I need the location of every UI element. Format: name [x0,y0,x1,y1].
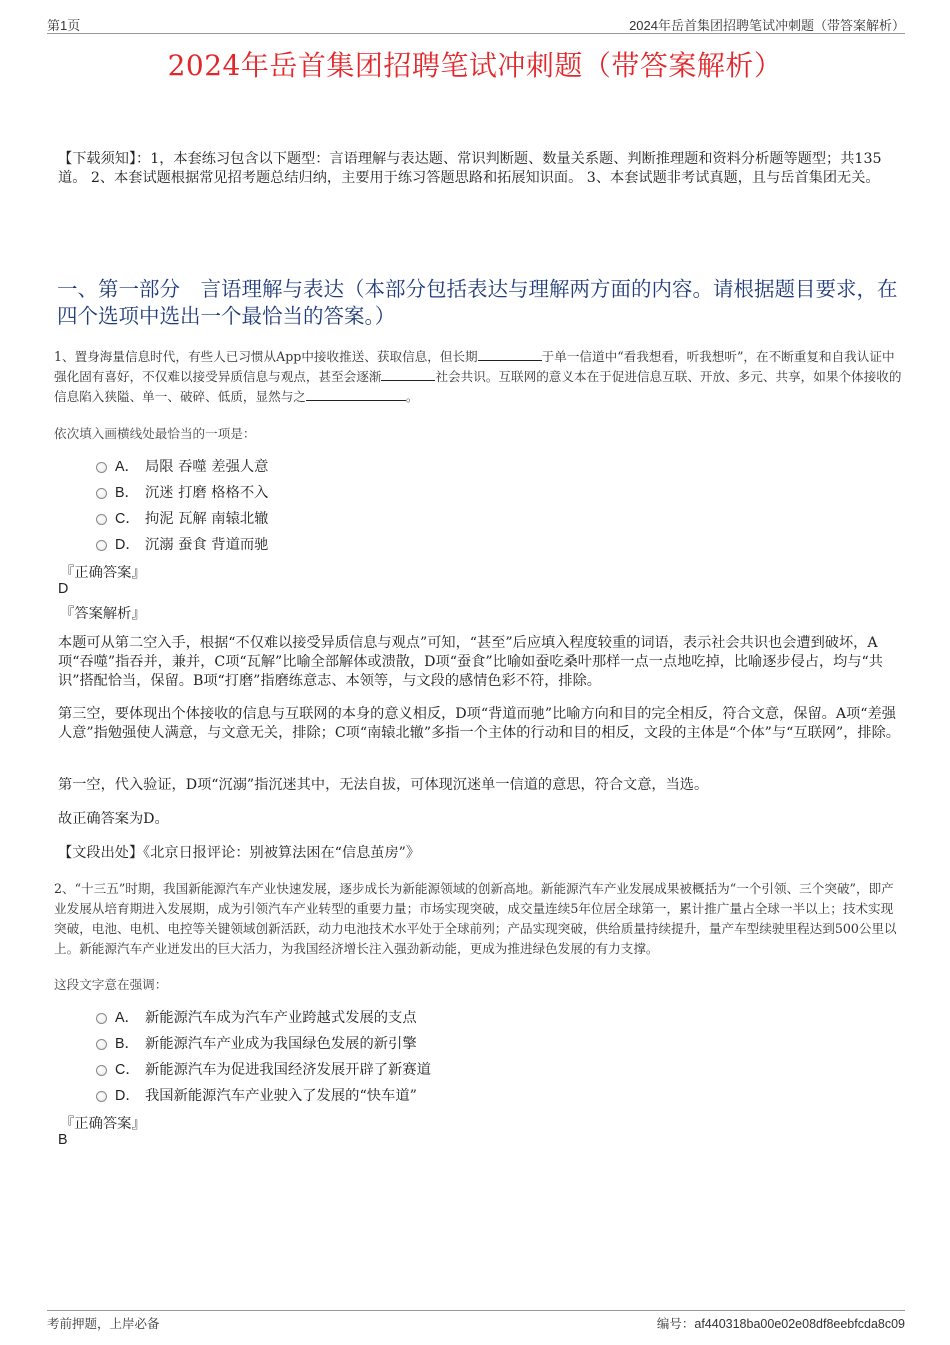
question-2-option-b[interactable] [96,1030,696,1056]
question-2-options [96,1004,696,1108]
option-text: 新能源汽车为促进我国经济发展开辟了新赛道 [145,1062,431,1078]
footer-slogan: 考前押题，上岸必备 [47,1316,160,1331]
footer-code-value: af440318ba00e02e08df8eebfcda8c09 [694,1317,905,1331]
option-text: 局限 吞噬 差强人意 [145,459,269,475]
question-2-option-d[interactable] [96,1082,696,1108]
page-header [47,14,905,34]
analysis-paragraph-3: 第一空，代入验证，D项“沉溺”指沉迷其中，无法自拔，可体现沉迷单一信道的意思，符合文意，当选。 [58,777,709,793]
radio-icon[interactable] [96,1091,107,1102]
section-heading: 一、第一部分 言语理解与表达（本部分包括表达与理解两方面的内容。请根据题目要求，在四个选项中选出一个最恰当的答案。） [57,277,898,328]
blank-1 [478,348,542,361]
question-1-answer: D [58,581,69,597]
option-letter: C． [115,511,140,527]
question-2-option-a[interactable] [96,1004,696,1030]
question-1-option-c[interactable] [96,505,696,531]
analysis-paragraph-2: 第三空，要体现出个体接收的信息与互联网的本身的意义相反，D项“背道而驰”比喻方向和目的完全相反，符合文意，保留。A项“差强人意”指勉强使人满意，与文意无关，排除；C项“南辕北辙”多指一个主体的行动和目的相反，文段的主体是“个体”与“互联网”，排除。 [58,706,900,741]
radio-icon[interactable] [96,1065,107,1076]
option-text: 我国新能源汽车产业驶入了发展的“快车道” [145,1088,417,1104]
page-number: 第1页 [47,18,81,33]
blank-2 [381,368,435,381]
option-text: 新能源汽车产业成为我国绿色发展的新引擎 [145,1036,417,1052]
radio-icon[interactable] [96,514,107,525]
question-1-stem-part-1: 1、置身海量信息时代，有些人已习惯从App中接收推送、获取信息，但长期 [54,349,478,364]
option-letter: D． [115,1088,140,1104]
option-text: 沉迷 打磨 格格不入 [145,485,269,501]
question-1-prompt: 依次填入画横线处最恰当的一项是： [54,426,256,441]
analysis-source: 【文段出处】《北京日报评论：别被算法困在“信息茧房”》 [58,845,421,861]
question-1-analysis-label: 『答案解析』 [60,606,146,622]
option-text: 新能源汽车成为汽车产业跨越式发展的支点 [145,1010,417,1026]
footer-divider [47,1310,905,1311]
option-letter: B． [115,1036,139,1052]
question-1-options [96,453,696,557]
radio-icon[interactable] [96,1039,107,1050]
option-text: 沉溺 蚕食 背道而驰 [145,537,269,553]
download-notice: 【下载须知】：1，本套练习包含以下题型：言语理解与表达题、常识判断题、数量关系题、判断推理题和资料分析题等题型；共135道。 2、本套试题根据常见招考题总结归纳，主要用于练习答题思路和拓展知识面。 3、本套试题非考试真题，且与岳首集团无关。 [58,151,882,186]
footer-code-label: 编号： [656,1316,695,1331]
question-2-prompt: 这段文字意在强调： [54,977,168,992]
question-1-option-a[interactable] [96,453,696,479]
question-2-answer-label: 『正确答案』 [60,1116,146,1132]
question-2-stem: 2、“十三五”时期，我国新能源汽车产业快速发展，逐步成长为新能源领域的创新高地。新能源汽车产业发展成果被概括为“一个引领、三个突破”，即产业发展从培育期进入发展期，成为引领汽车产业转型的重要力量；市场实现突破，成交量连续5年位居全球第一，累计推广量占全球一半以上；技术实现突破，电池、电机、电控等关键领域创新活跃，动力电池技术水平处于全球前列；产品实现突破，供给质量持续提升，量产车型续驶里程达到500公里以上。新能源汽车产业迸发出的巨大活力，为我国经济增长注入强劲新动能，更成为推进绿色发展的有力支撑。 [54,881,897,956]
question-1-stem-part-4: 。 [405,389,419,404]
question-1-stem [54,347,902,407]
question-1-stem-part-3: 社会共识。互联网的意义本在于促进信息互联、开放、多元、共享，如果个体接收的信息陷入狭隘、单一、破碎、低质，显然与之 [54,369,902,404]
footer-code [657,1314,905,1332]
option-text: 拘泥 瓦解 南辕北辙 [145,511,269,527]
radio-icon[interactable] [96,462,107,473]
question-1-option-d[interactable] [96,531,696,557]
option-letter: D． [115,537,140,553]
radio-icon[interactable] [96,488,107,499]
header-doc-title: 2024年岳首集团招聘笔试冲刺题（带答案解析） [629,18,905,33]
question-1-stem-part-2: 于单一信道中“看我想看，听我想听”，在不断重复和自我认证中强化固有喜好，不仅难以接受异质信息与观点，甚至会逐渐 [54,349,895,384]
blank-3 [306,388,406,401]
option-letter: A． [115,1010,139,1026]
radio-icon[interactable] [96,540,107,551]
document-title: 2024年岳首集团招聘笔试冲刺题（带答案解析） [167,49,783,82]
question-2-option-c[interactable] [96,1056,696,1082]
analysis-paragraph-4: 故正确答案为D。 [58,811,169,827]
radio-icon[interactable] [96,1013,107,1024]
question-2-answer: B [58,1132,68,1148]
question-1-answer-label: 『正确答案』 [60,565,146,581]
option-letter: C． [115,1062,140,1078]
option-letter: A． [115,459,139,475]
question-1-option-b[interactable] [96,479,696,505]
option-letter: B． [115,485,139,501]
analysis-paragraph-1: 本题可从第二空入手，根据“不仅难以接受异质信息与观点”可知，“甚至”后应填入程度较重的词语，表示社会共识也会遭到破坏，A项“吞噬”指吞并，兼并，C项“瓦解”比喻全部解体或溃散，D项“蚕食”比喻如蚕吃桑叶那样一点一点地吃掉，比喻逐步侵占，均与“共识”搭配恰当，保留。B项“打磨”指磨练意志、本领等，与文段的感情色彩不符，排除。 [58,635,883,689]
